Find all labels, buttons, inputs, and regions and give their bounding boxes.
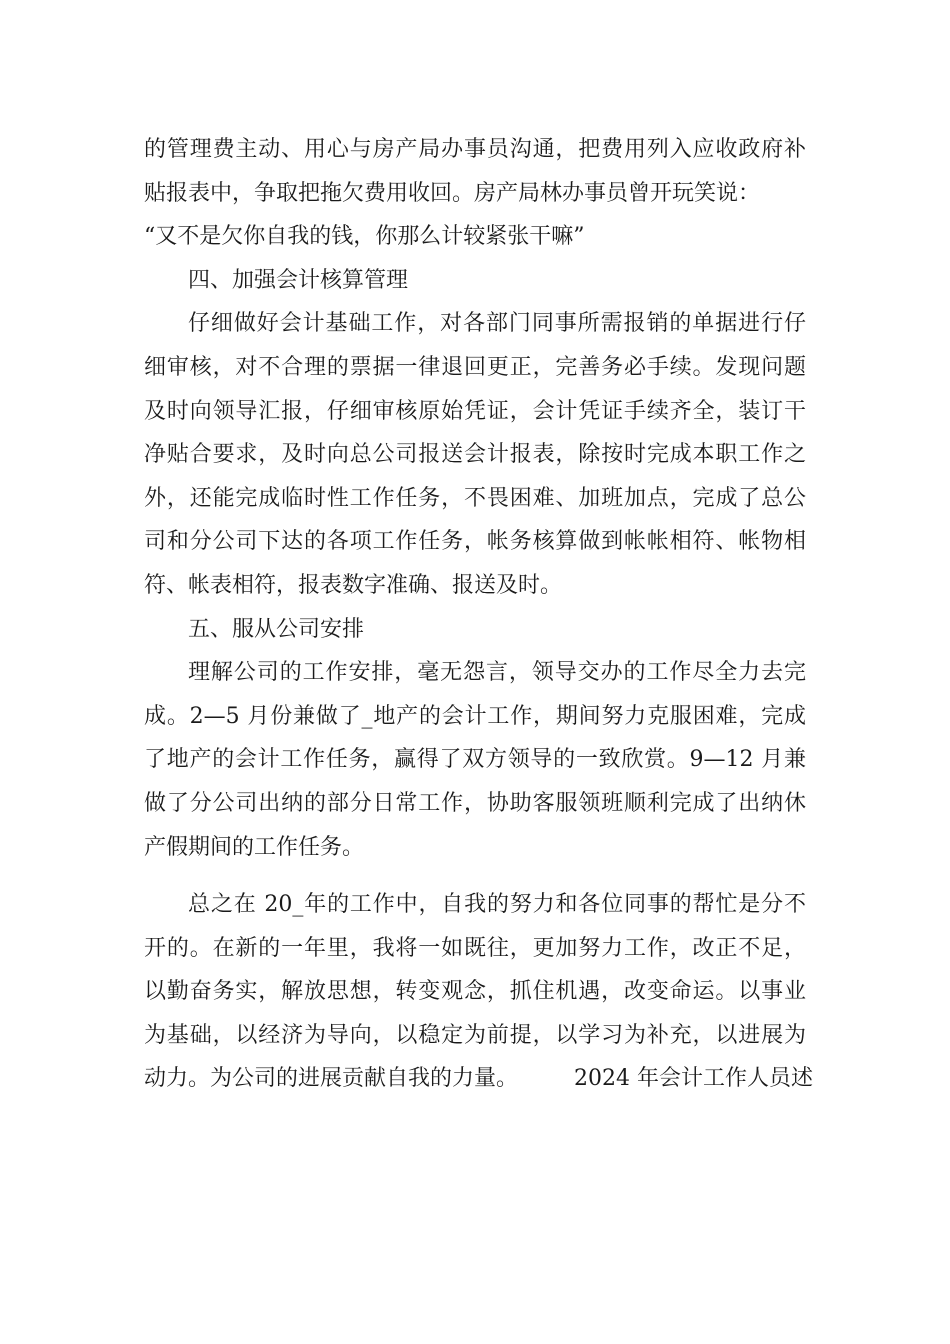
text-line: 成。2—5 月份兼做了_地产的会计工作，期间努力克服困难，完成 xyxy=(144,703,806,729)
text-line: 细审核，对不合理的票据一律退回更正，完善务必手续。发现问题 xyxy=(144,354,806,380)
text-line: 的管理费主动、用心与房产局办事员沟通，把费用列入应收政府补 xyxy=(144,137,806,162)
text-line: 及时向领导汇报，仔细审核原始凭证，会计凭证手续齐全，装订干 xyxy=(144,398,806,424)
text-line: 外，还能完成临时性工作任务，不畏困难、加班加点，完成了总公 xyxy=(144,485,806,511)
section-heading: 五、服从公司安排 xyxy=(188,616,365,642)
text-line: 贴报表中，争取把拖欠费用收回。房产局林办事员曾开玩笑说： xyxy=(144,180,761,206)
text-line: 产假期间的工作任务。 xyxy=(144,834,365,860)
text-line: 为基础，以经济为导向，以稳定为前提，以学习为补充，以进展为 xyxy=(144,1022,806,1048)
text-line: 开的。在新的一年里，我将一如既往，更加努力工作，改正不足， xyxy=(144,935,806,961)
text-line: 做了分公司出纳的部分日常工作，协助客服领班顺利完成了出纳休 xyxy=(144,790,806,816)
section-heading: 四、加强会计核算管理 xyxy=(188,267,409,293)
text-line: 总之在 20_年的工作中，自我的努力和各位同事的帮忙是分不 xyxy=(188,892,806,918)
text-line: “又不是欠你自我的钱，你那么计较紧张干嘛” xyxy=(144,224,585,250)
text-line: 理解公司的工作安排，毫无怨言，领导交办的工作尽全力去完 xyxy=(188,660,806,686)
trailing-title: 2024 年会计工作人员述 xyxy=(574,1066,813,1092)
text-line xyxy=(144,1057,813,1101)
text-line: 司和分公司下达的各项工作任务，帐务核算做到帐帐相符、帐物相 xyxy=(144,529,806,555)
text-line: 净贴合要求，及时向总公司报送会计报表，除按时完成本职工作之 xyxy=(144,442,806,468)
document-body xyxy=(144,128,813,1101)
text-line: 仔细做好会计基础工作，对各部门同事所需报销的单据进行仔 xyxy=(188,311,806,337)
text-line: 符、帐表相符，报表数字准确、报送及时。 xyxy=(144,572,563,598)
text-line: 了地产的会计工作任务，赢得了双方领导的一致欣赏。9—12 月兼 xyxy=(144,747,806,773)
text-segment: 动力。为公司的进展贡献自我的力量。 xyxy=(144,1066,519,1092)
text-line: 以勤奋务实，解放思想，转变观念，抓住机遇，改变命运。以事业 xyxy=(144,979,806,1005)
